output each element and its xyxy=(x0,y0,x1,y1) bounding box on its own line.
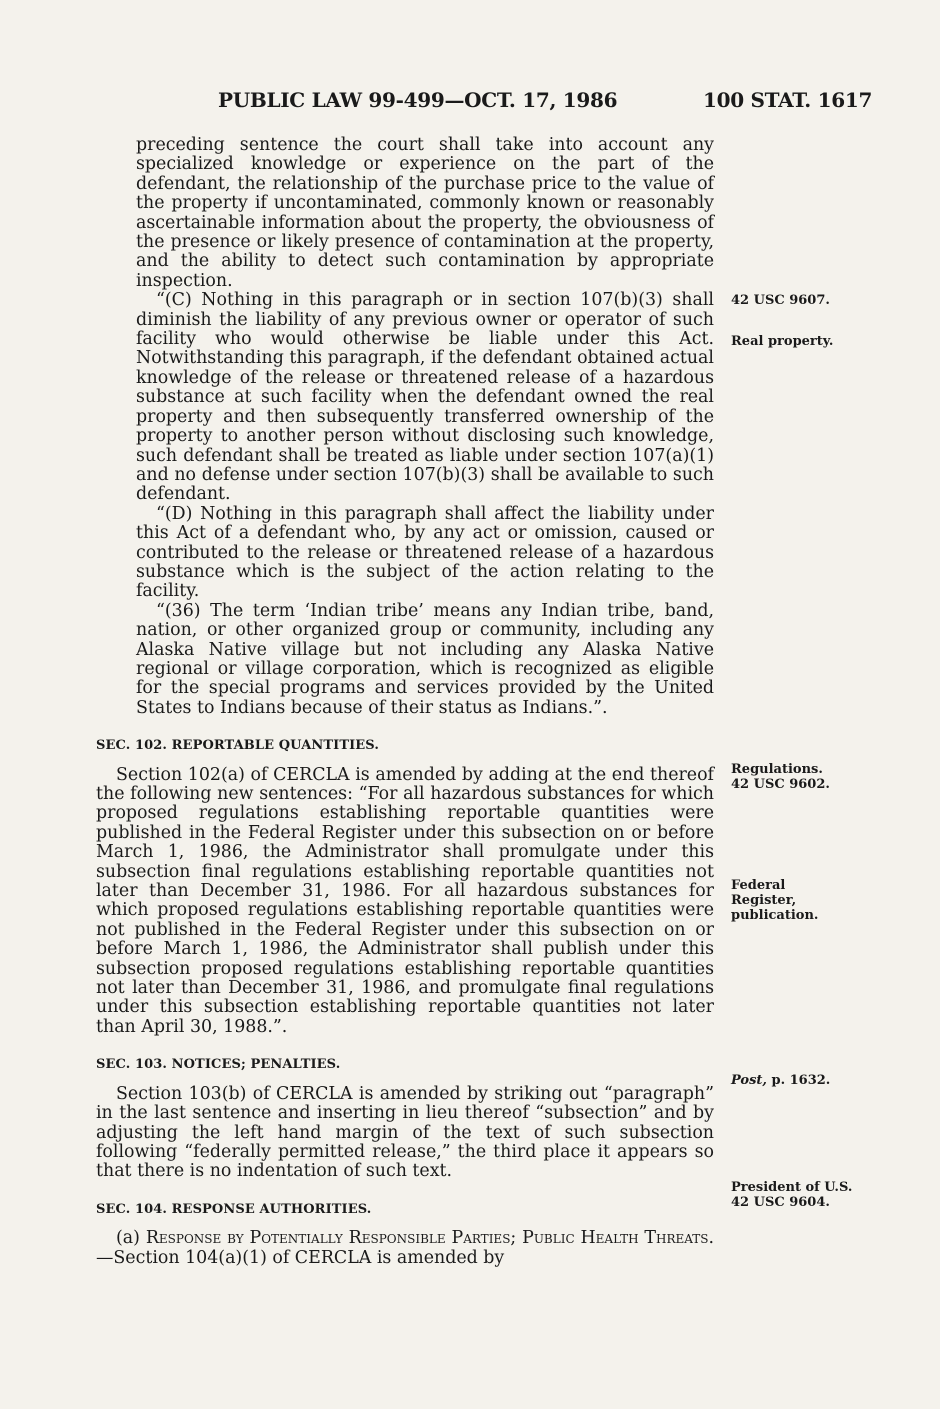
paragraph-continuation: preceding sentence the court shall take into account any specialized knowledge or experience on the part of the defendant, the relationship of the purchase price to the value of the property if uncontaminated, commonly known or reasonably ascertainable information about the property, the obviousness of the presence or likely presence of contamination at the property, and the ability to detect such contamination by appropriate inspection. xyxy=(136,135,714,291)
section-102-text: Section 102(a) of CERCLA is amended by adding at the end thereof the following new sentences: “For all hazardous substances for which proposed regulations establishing reportable quantities were published in the Federal Register under this subsection on or before March 1, 1986, the Administrator shall promulgate under this subsection final regulations establishing reportable quantities not later than December 31, 1986. For all hazardous substances for which proposed regulations establishing reportable quantities were not published in the Federal Register under this subsection on or before March 1, 1986, the Administrator shall publish under this subsection proposed regulations establishing reportable quantities not later than December 31, 1986, and promulgate final regulations under this subsection establishing reportable quantities not later than April 30, 1988.”. xyxy=(96,764,714,1037)
section-103-heading: SEC. 103. NOTICES; PENALTIES. xyxy=(96,1057,341,1073)
main-text-column xyxy=(96,136,714,1268)
definition-36: “(36) The term ‘Indian tribe’ means any Indian tribe, band, nation, or other organized group or community, including any Alaska Native village but not including any Alaska Native regional or village corporation, which is recognized as eligible for the special programs and services provided by the United States to Indians because of their status as Indians.”. xyxy=(136,600,714,718)
subparagraph-d: “(D) Nothing in this paragraph shall affect the liability under this Act of a defendant who, by any act or omission, caused or contributed to the release or threatened release of a hazardous substance which is the subject of the action relating to the facility. xyxy=(136,503,714,602)
margin-note-42-usc-9604: 42 USC 9604. xyxy=(731,1195,830,1210)
subsection-text: —Section 104(a)(1) of CERCLA is amended by xyxy=(96,1247,505,1268)
margin-note-federal-register: Federal Register, publication. xyxy=(731,878,819,923)
subsection-label: (a) xyxy=(116,1228,140,1249)
post-page: p. 1632. xyxy=(771,1073,831,1088)
public-law-title: PUBLIC LAW 99-499—OCT. 17, 1986 xyxy=(218,88,618,112)
margin-note-post xyxy=(731,1073,830,1088)
section-104-subsection-a xyxy=(96,1229,714,1268)
continued-paragraph xyxy=(96,136,714,718)
statute-page-number: 100 STAT. 1617 xyxy=(703,88,873,112)
section-103-text: Section 103(b) of CERCLA is amended by striking out “paragraph” in the last sentence and inserting in lieu thereof “subsection” and by adjusting the left hand margin of the text of such subsection following “federally permitted release,” the third place it appears so that there is no indentation of such text. xyxy=(96,1083,714,1182)
subparagraph-c: “(C) Nothing in this paragraph or in section 107(b)(3) shall diminish the liability of any previous owner or operator of such facility who would otherwise be liable under this Act. Notwithstanding this paragraph, if the defendant obtained actual knowledge of the release or threatened release of a hazardous substance at such facility when the defendant owned the real property and then subsequently transferred ownership of the property to another person without disclosing such knowledge, such defendant shall be treated as liable under section 107(a)(1) and no defense under section 107(b)(3) shall be available to such defendant. xyxy=(136,290,714,505)
margin-note-42-usc-9607: 42 USC 9607. xyxy=(731,293,830,308)
page-header xyxy=(0,88,940,124)
margin-note-regulations: Regulations. xyxy=(731,762,823,777)
section-102-heading: SEC. 102. REPORTABLE QUANTITIES. xyxy=(96,738,379,754)
section-104-heading: SEC. 104. RESPONSE AUTHORITIES. xyxy=(96,1201,372,1217)
post-italic: Post, xyxy=(731,1073,767,1088)
margin-note-real-property: Real property. xyxy=(731,334,834,349)
margin-note-42-usc-9602: 42 USC 9602. xyxy=(731,777,830,792)
margin-note-president: President of U.S. xyxy=(731,1180,853,1195)
subsection-caption: Response by Potentially Responsible Parties; Public Health Threats. xyxy=(145,1228,715,1249)
